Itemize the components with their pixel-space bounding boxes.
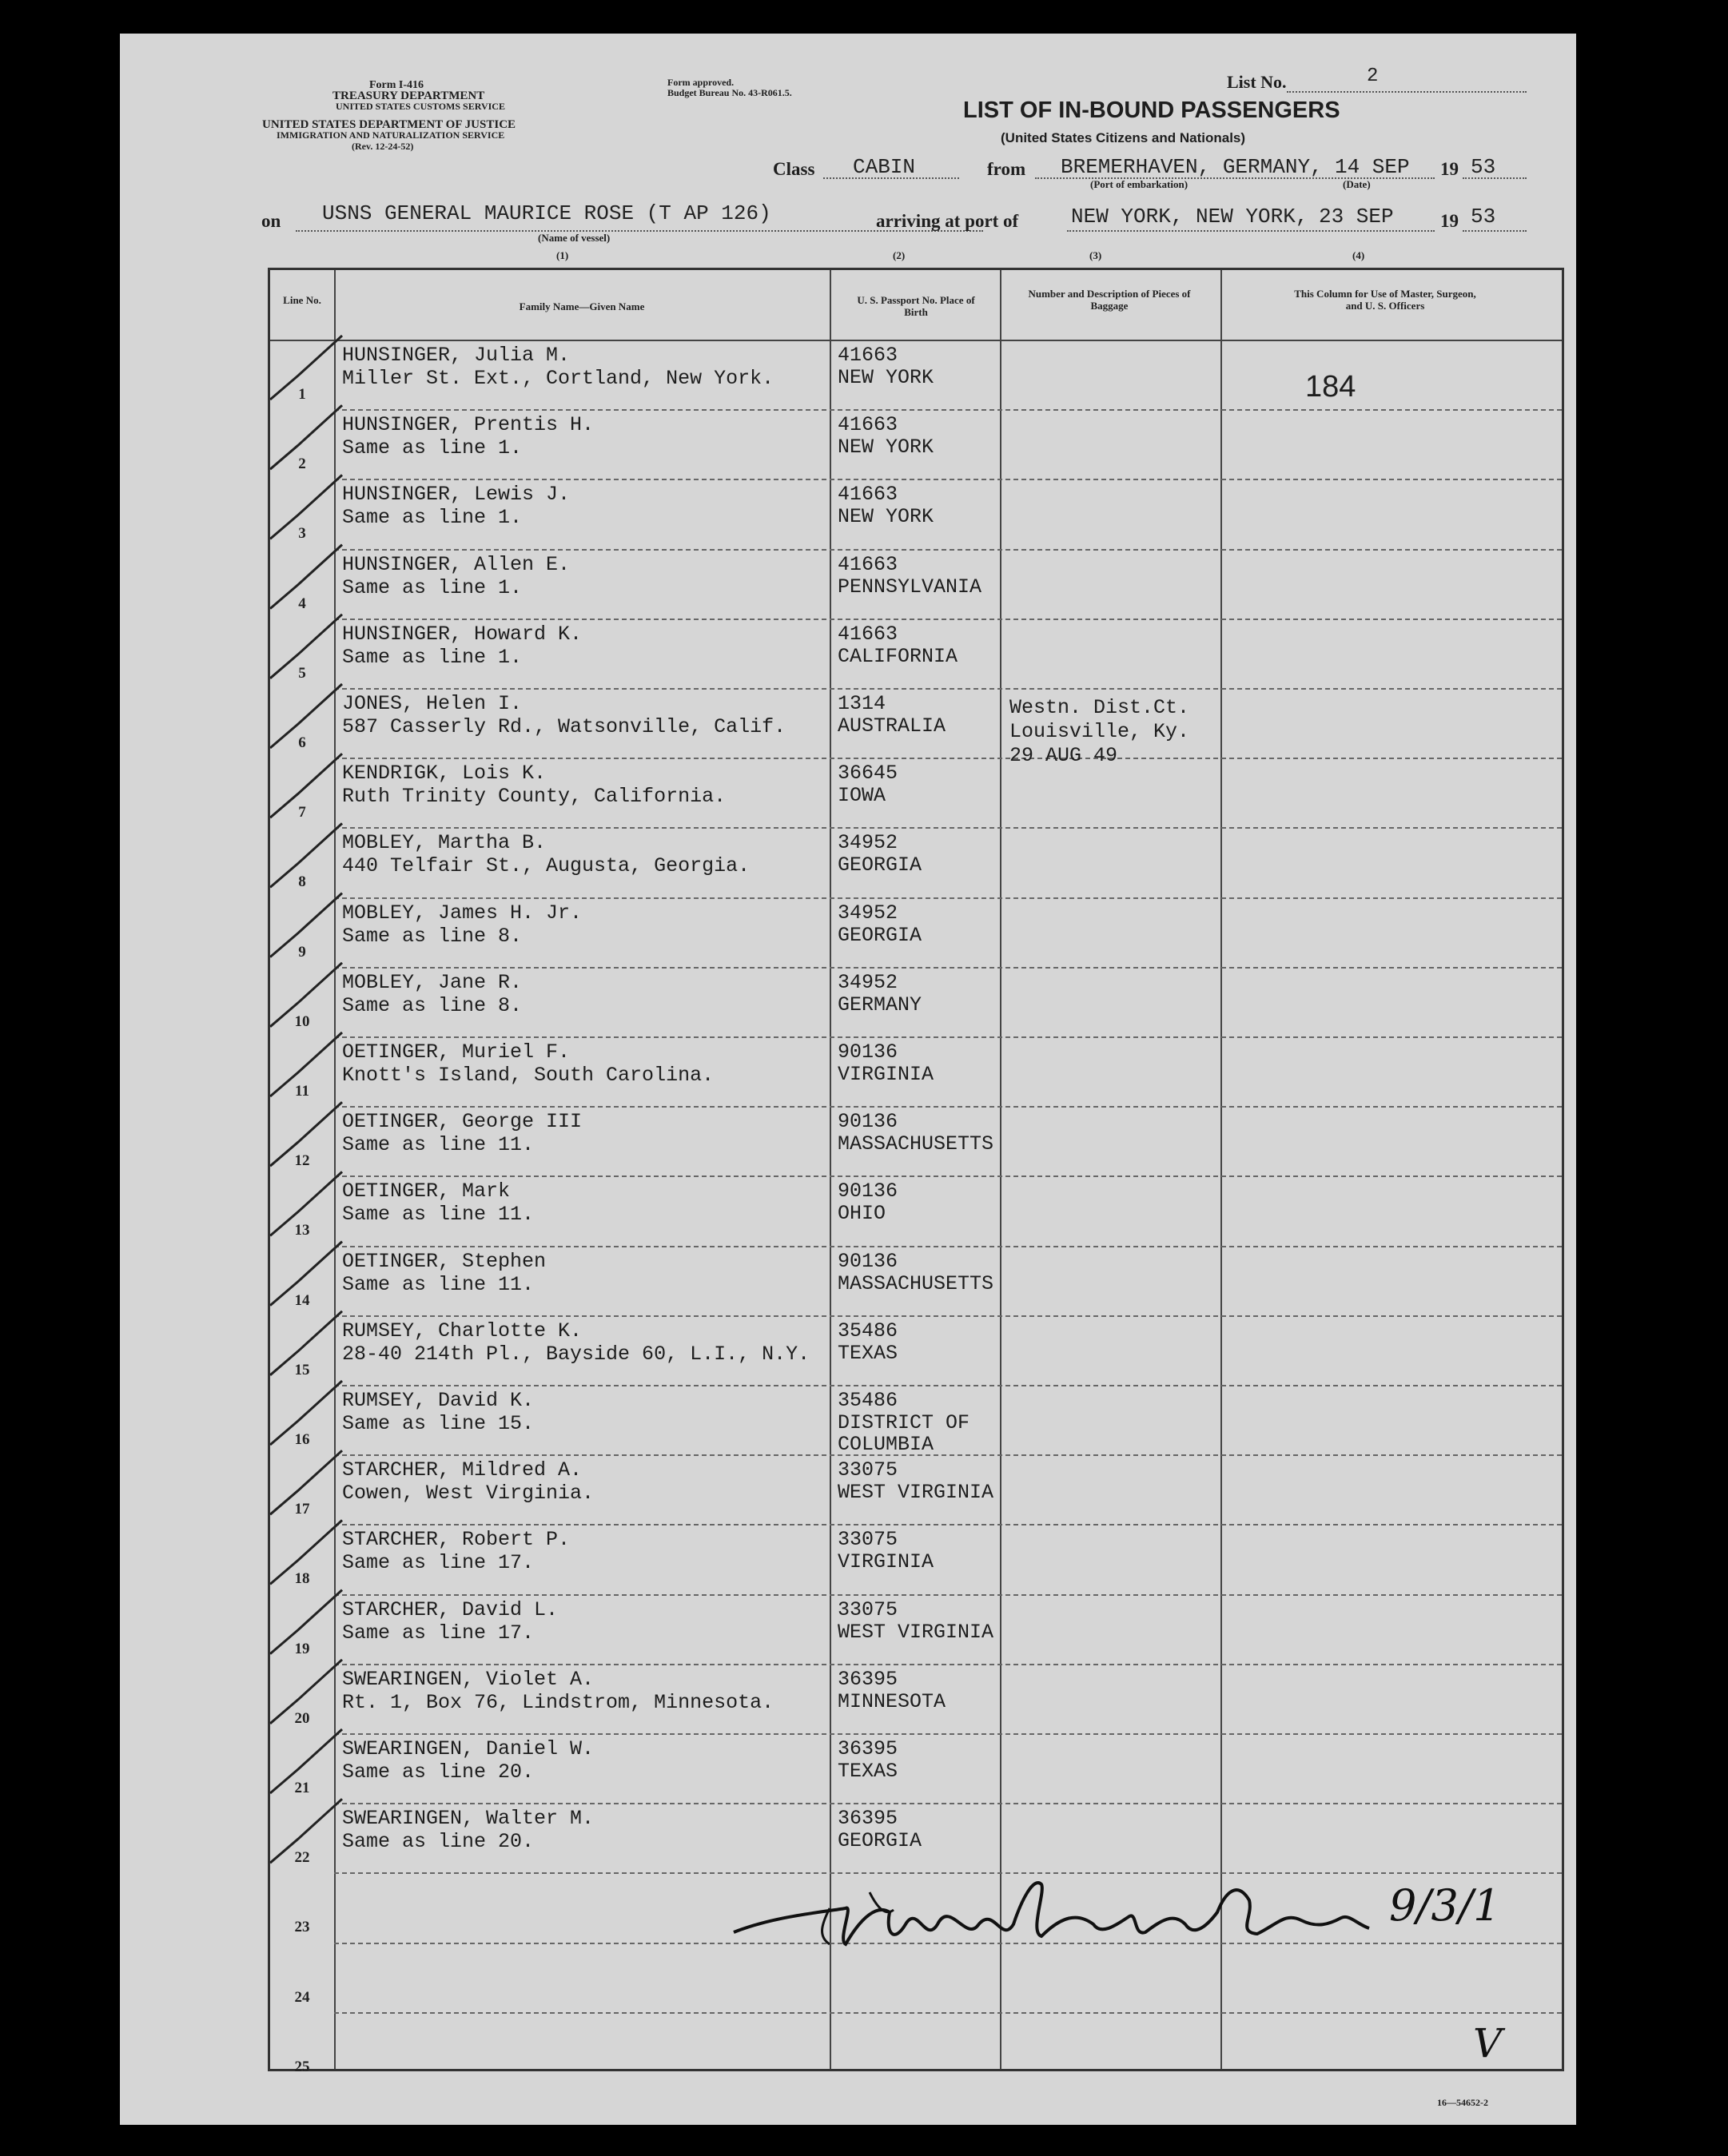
passport-number: 34952 [838, 901, 898, 925]
check-mark [270, 1381, 342, 1445]
line-number: 5 [298, 664, 306, 682]
check-mark [270, 1171, 342, 1235]
punch-hole [58, 83, 98, 123]
passport-number: 36395 [838, 1737, 898, 1760]
punch-hole [60, 1063, 100, 1103]
passenger-name: MOBLEY, Jane R. [342, 970, 523, 994]
passport-number: 90136 [838, 1040, 898, 1064]
passenger-address: Miller St. Ext., Cortland, New York. [342, 367, 774, 390]
passport-number: 33075 [838, 1528, 898, 1552]
place-of-birth: OHIO [838, 1202, 886, 1226]
place-of-birth: GERMANY [838, 992, 922, 1016]
passenger-name: SWEARINGEN, Daniel W. [342, 1737, 595, 1760]
place-of-birth: CALIFORNIA [838, 644, 958, 668]
place-of-birth: GEORGIA [838, 1829, 922, 1853]
passenger-name: STARCHER, David L. [342, 1597, 559, 1621]
from-year: 53 [1471, 155, 1496, 179]
passenger-address: Same as line 20. [342, 1830, 535, 1854]
passport-number: 35486 [838, 1389, 898, 1412]
passenger-address: Ruth Trinity County, California. [342, 785, 727, 809]
place-of-birth: DISTRICT OF COLUMBIA [838, 1411, 970, 1456]
passport-number: 41663 [838, 552, 898, 576]
passenger-address: Same as line 11. [342, 1272, 535, 1296]
passenger-name: RUMSEY, Charlotte K. [342, 1319, 583, 1343]
arriving-label: arriving at port of [876, 211, 1019, 231]
place-of-birth: AUSTRALIA [838, 714, 946, 738]
arrival-port: NEW YORK, NEW YORK, [1071, 205, 1308, 229]
place-of-birth: WEST VIRGINIA [838, 1481, 994, 1505]
check-mark [270, 1729, 342, 1793]
passenger-address: Same as line 1. [342, 645, 523, 669]
passenger-address: 28-40 214th Pl., Bayside 60, L.I., N.Y. [342, 1342, 810, 1366]
passport-number: 34952 [838, 831, 898, 855]
list-no-line [1287, 91, 1527, 93]
place-of-birth: PENNSYLVANIA [838, 575, 982, 599]
form-id: Form I-416 [369, 79, 424, 91]
check-mark [270, 545, 342, 609]
passenger-name: JONES, Helen I. [342, 692, 523, 715]
passenger-name: HUNSINGER, Prentis H. [342, 413, 595, 437]
column-number-2: (2) [893, 249, 906, 261]
line-number: 20 [294, 1709, 310, 1727]
passenger-address: Same as line 11. [342, 1133, 535, 1157]
baggage-note: 29 AUG 49 [1009, 744, 1118, 767]
passenger-name: HUNSINGER, Julia M. [342, 344, 571, 367]
place-of-birth: VIRGINIA [838, 1063, 934, 1086]
budget-bureau: Budget Bureau No. 43-R061.5. [667, 87, 792, 98]
date-caption: (Date) [1343, 178, 1371, 190]
passenger-address: Same as line 1. [342, 506, 523, 530]
passport-number: 90136 [838, 1179, 898, 1203]
from-date: 14 SEP [1335, 155, 1410, 179]
passport-number: 36645 [838, 762, 898, 786]
place-of-birth: GEORGIA [838, 923, 922, 947]
passport-number: 34952 [838, 970, 898, 994]
passenger-name: KENDRIGK, Lois K. [342, 762, 547, 786]
revision: (Rev. 12-24-52) [352, 141, 414, 152]
place-of-birth: TEXAS [838, 1760, 898, 1783]
check-mark [270, 893, 342, 957]
passenger-address: 440 Telfair St., Augusta, Georgia. [342, 854, 751, 878]
passenger-name: OETINGER, Stephen [342, 1249, 547, 1273]
passenger-address: Same as line 17. [342, 1551, 535, 1575]
punch-hole [60, 1402, 100, 1442]
passenger-address: Same as line 1. [342, 575, 523, 599]
from-port: BREMERHAVEN, GERMANY, [1061, 155, 1323, 179]
line-number: 21 [294, 1780, 310, 1796]
passenger-address: Rt. 1, Box 76, Lindstrom, Minnesota. [342, 1690, 774, 1714]
passenger-name: STARCHER, Robert P. [342, 1528, 571, 1552]
passenger-address: Same as line 8. [342, 993, 523, 1017]
place-of-birth: NEW YORK [838, 505, 934, 529]
line-number: 8 [298, 873, 306, 891]
place-of-birth: MASSACHUSETTS [838, 1271, 994, 1295]
check-mark [270, 336, 342, 400]
footer-code: 16—54652-2 [1437, 2097, 1488, 2108]
passport-number: 90136 [838, 1249, 898, 1273]
check-mark [270, 615, 342, 678]
ins: IMMIGRATION AND NATURALIZATION SERVICE [277, 129, 505, 141]
passenger-address: Same as line 15. [342, 1412, 535, 1435]
column-number-3: (3) [1089, 249, 1102, 261]
line-number: 4 [298, 595, 306, 612]
line-number: 2 [298, 455, 306, 473]
col-divider [830, 270, 831, 2069]
place-of-birth: MASSACHUSETTS [838, 1132, 994, 1156]
passenger-name: SWEARINGEN, Walter M. [342, 1807, 595, 1831]
check-mark [270, 1032, 342, 1096]
check-mark [270, 1242, 342, 1306]
line-number: 1 [298, 386, 306, 403]
signature-initials: 9/3/1 [1389, 1880, 1501, 1931]
arrival-line [1067, 230, 1435, 232]
arrival-date: 23 SEP [1319, 205, 1394, 229]
page-title: LIST OF IN-BOUND PASSENGERS [963, 97, 1340, 123]
check-mark [270, 1311, 342, 1375]
punch-hole [60, 583, 100, 623]
class-value: CABIN [853, 155, 916, 179]
vessel-caption: (Name of vessel) [538, 232, 611, 244]
passenger-name: OETINGER, Muriel F. [342, 1040, 571, 1064]
passenger-name: OETINGER, Mark [342, 1179, 511, 1203]
officer-note: 184 [1305, 370, 1356, 404]
from-label: from [987, 159, 1026, 179]
place-of-birth: IOWA [838, 784, 886, 808]
department: TREASURY DEPARTMENT [332, 90, 485, 102]
column-number-1: (1) [556, 249, 569, 261]
passport-number: 1314 [838, 692, 886, 715]
passenger-address: Same as line 20. [342, 1760, 535, 1784]
line-number: 14 [294, 1291, 310, 1309]
class-label: Class [773, 159, 815, 179]
passenger-address: Same as line 11. [342, 1203, 535, 1227]
place-of-birth: TEXAS [838, 1341, 898, 1365]
col-divider [1000, 270, 1001, 2069]
passport-number: 33075 [838, 1458, 898, 1482]
column-number-4: (4) [1352, 249, 1365, 261]
line-number: 22 [294, 1849, 310, 1867]
line-number: 15 [294, 1361, 310, 1378]
line-number: 11 [295, 1083, 309, 1100]
check-mark [270, 1799, 342, 1863]
check-mark [270, 1660, 342, 1724]
line-number: 9 [298, 943, 306, 961]
passenger-name: STARCHER, Mildred A. [342, 1458, 583, 1482]
passport-number: 41663 [838, 344, 898, 367]
check-mark [270, 684, 342, 748]
passport-number: 41663 [838, 413, 898, 437]
line-number: 7 [298, 804, 306, 821]
check-mark [270, 405, 342, 469]
header-baggage: Number and Description of Pieces of Baggage [1028, 288, 1191, 312]
place-of-birth: WEST VIRGINIA [838, 1620, 994, 1644]
arrival-year-prefix: 19 [1440, 211, 1459, 231]
from-year-prefix: 19 [1440, 159, 1459, 179]
header-passport: U. S. Passport No. Place of Birth [857, 294, 975, 318]
passport-number: 41663 [838, 622, 898, 646]
check-mark [270, 963, 342, 1027]
place-of-birth: NEW YORK [838, 436, 934, 459]
header-line-no: Line No. [283, 294, 321, 306]
header-name: Family Name—Given Name [519, 300, 645, 312]
passenger-table [268, 268, 1564, 2075]
on-label: on [261, 211, 281, 231]
line-number: 23 [294, 1919, 310, 1936]
line-number: 10 [294, 1012, 310, 1030]
passport-number: 35486 [838, 1319, 898, 1343]
punch-hole [64, 213, 104, 253]
place-of-birth: VIRGINIA [838, 1550, 934, 1574]
passenger-name: MOBLEY, James H. Jr. [342, 901, 583, 925]
passport-number: 90136 [838, 1110, 898, 1134]
form-approved: Form approved. [667, 77, 735, 88]
baggage-note: Louisville, Ky. [1009, 720, 1190, 743]
justice-department: UNITED STATES DEPARTMENT OF JUSTICE [262, 118, 516, 131]
verification-mark: V [1473, 2020, 1503, 2066]
line-number: 19 [294, 1640, 310, 1657]
list-no-label: List No. [1227, 72, 1287, 92]
line-number: 16 [294, 1431, 310, 1448]
passenger-address: Same as line 1. [342, 436, 523, 460]
vessel-name: USNS GENERAL MAURICE ROSE (T AP 126) [322, 201, 771, 225]
check-marks [238, 270, 574, 2068]
line-number: 13 [294, 1222, 310, 1239]
passenger-name: HUNSINGER, Howard K. [342, 622, 583, 646]
arrival-year: 53 [1471, 205, 1496, 229]
customs-service: UNITED STATES CUSTOMS SERVICE [336, 101, 505, 112]
passenger-address: 587 Casserly Rd., Watsonville, Calif. [342, 715, 786, 738]
passenger-address: Same as line 8. [342, 924, 523, 948]
line-number: 18 [294, 1570, 310, 1588]
passenger-name: RUMSEY, David K. [342, 1389, 535, 1412]
punch-hole [60, 248, 100, 288]
line-number: 25 [294, 2058, 310, 2075]
check-mark [270, 754, 342, 817]
passenger-address: Same as line 17. [342, 1621, 535, 1645]
check-mark [270, 1102, 342, 1166]
passenger-name: OETINGER, George III [342, 1110, 583, 1134]
page-subtitle: (United States Citizens and Nationals) [1001, 130, 1246, 145]
port-embark-caption: (Port of embarkation) [1090, 178, 1188, 190]
check-mark [270, 1590, 342, 1654]
line-number: 17 [294, 1501, 310, 1518]
passport-number: 33075 [838, 1597, 898, 1621]
arrival-year-line [1463, 230, 1527, 232]
passenger-name: MOBLEY, Martha B. [342, 831, 547, 855]
check-mark [270, 823, 342, 887]
passenger-name: SWEARINGEN, Violet A. [342, 1667, 595, 1691]
check-mark [270, 1520, 342, 1584]
header-officers: This Column for Use of Master, Surgeon, and U. S. Officers [1294, 288, 1476, 312]
passport-number: 41663 [838, 483, 898, 507]
passenger-address: Knott's Island, South Carolina. [342, 1064, 715, 1087]
line-number: 6 [298, 734, 306, 751]
line-number: 12 [294, 1152, 310, 1170]
baggage-note: Westn. Dist.Ct. [1009, 696, 1190, 719]
place-of-birth: MINNESOTA [838, 1689, 946, 1713]
passenger-address: Cowen, West Virginia. [342, 1482, 595, 1506]
col-divider [1220, 270, 1222, 2069]
check-mark [270, 475, 342, 539]
line-number: 24 [294, 1988, 310, 2006]
check-mark [270, 1450, 342, 1514]
line-number: 3 [298, 525, 306, 543]
passenger-name: HUNSINGER, Allen E. [342, 552, 571, 576]
place-of-birth: GEORGIA [838, 853, 922, 877]
punch-hole [60, 706, 100, 746]
passenger-name: HUNSINGER, Lewis J. [342, 483, 571, 507]
place-of-birth: NEW YORK [838, 366, 934, 389]
passport-number: 36395 [838, 1667, 898, 1691]
passport-number: 36395 [838, 1807, 898, 1831]
list-no-value: 2 [1367, 66, 1379, 87]
punch-hole [68, 1891, 108, 1931]
